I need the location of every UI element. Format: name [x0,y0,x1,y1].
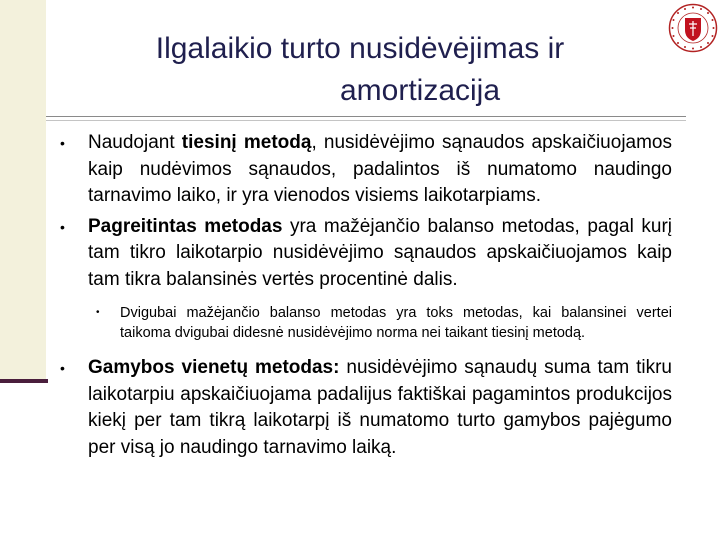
left-decor-bar [0,379,48,383]
bullet-marker: • [60,135,65,151]
university-seal-icon [668,3,718,53]
sub-bullet-item-double-declining [96,303,672,343]
bullet-text: , nusidėvėjimo sąnaudos apskaičiuojamos kaip nudėvimos sąnaudos, padalintos iš numatomo naudingo tarnavimo laiko, ir yra vienodos visiems laikotarpiams. [88,132,673,206]
bullet-item-linear [60,130,672,210]
bullet-list [60,130,672,465]
bullet-item-units-of-production [60,355,672,461]
title-divider-shadow [46,120,686,121]
sub-bullet-marker: • [96,307,100,318]
left-decor-band [0,0,46,382]
bullet-text: nusidėvėjimo sąnaudų suma tam tikru laikotarpiu apskaičiuojama padalijus faktiškai pagamintos produkcijos kiekį per tam tikrą laikotarpį iš numatomo turto gamybos pajėgumo per visą jo naudingo tarnavimo laiką. [88,357,672,458]
bullet-marker: • [60,360,65,376]
bullet-text: yra mažėjančio balanso metodas, pagal kurį tam tikro laikotarpio nusidėvėjimo sąnaudos apskaičiuojamos kaip tam tikra balansinės vertės procentinė dalis. [88,215,673,290]
bullet-text: Naudojant [88,132,182,153]
sub-bullet-text: Dvigubai mažėjančio balanso metodas yra toks metodas, kai balansinei vertei taikoma dvigubai didesnė nusidėvėjimo norma nei taikant tiesinį metodą. [120,305,672,341]
title-line-2: amortizacija [339,74,501,107]
title-divider [46,116,686,117]
bullet-bold-text: Gamybos vienetų metodas: [88,357,340,378]
bullet-marker: • [60,218,65,235]
title-line-1: Ilgalaikio turto nusidėvėjimas ir [155,32,565,65]
bullet-bold-text: tiesinį metodą [181,132,312,153]
bullet-item-accelerated [60,214,672,294]
bullet-bold-text: Pagreitintas metodas [88,215,283,237]
slide-title [60,28,660,112]
